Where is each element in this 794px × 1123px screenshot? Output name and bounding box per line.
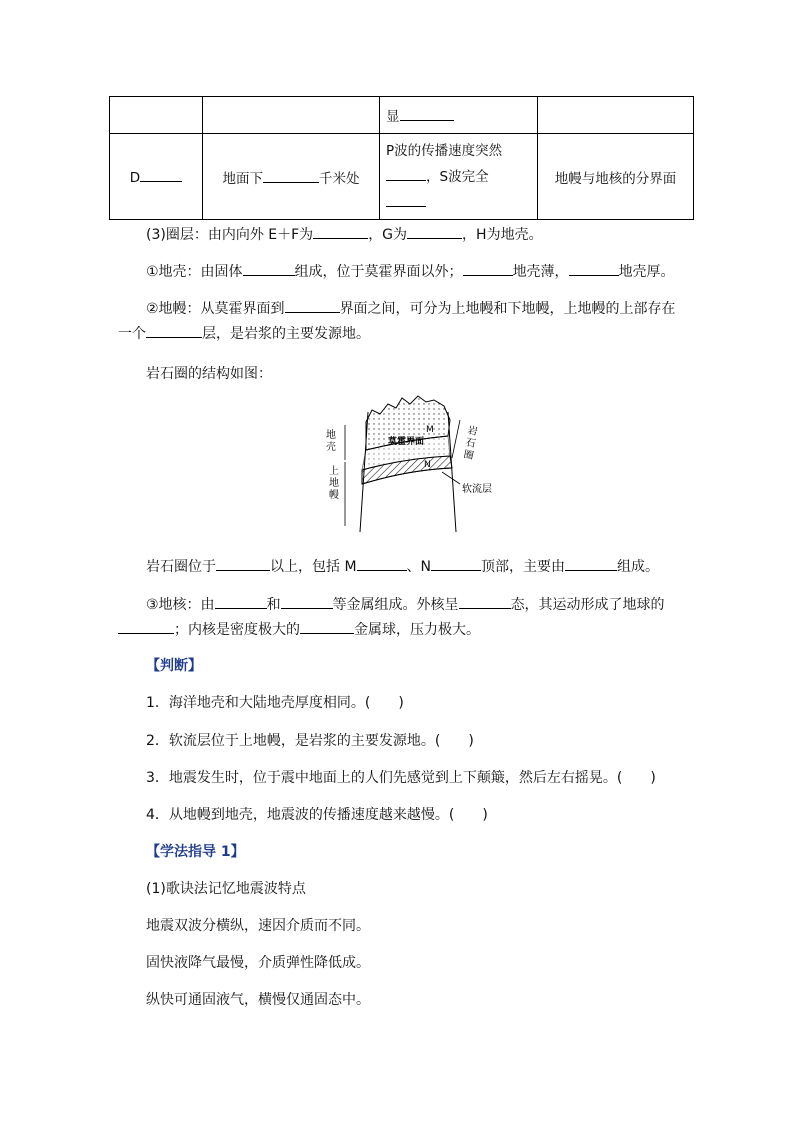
label-m: M [426,425,434,435]
table-cell [538,134,694,220]
text: 组成，位于莫霍界面以外； [294,264,463,280]
answer-blank[interactable] [118,619,174,634]
cell-text: ，S波完全 [426,168,489,185]
judge-item: 1．海洋地壳和大陆地壳厚度相同。( ) [146,695,404,711]
answer-blank[interactable] [140,167,182,182]
text: 等金属组成。外核呈 [332,597,459,613]
core-line-1 [146,594,665,614]
answer-blank[interactable] [281,594,333,609]
table-row [110,97,694,134]
guide-title: 【学法指导 1】 [146,844,245,860]
text: 一个 [118,326,146,342]
answer-blank[interactable] [215,594,267,609]
layers-line [146,224,543,244]
text: 地壳厚。 [618,264,675,280]
answer-blank[interactable] [285,298,340,313]
answer-blank[interactable] [263,168,319,183]
table-cell [380,134,538,220]
table-cell [110,97,203,134]
lithosphere-bracket [452,420,460,458]
svg-text:岩: 岩 [466,425,479,438]
text: 、N [406,559,432,575]
right-wedge-edge [448,412,456,532]
guide-subtitle: (1)歌诀法记忆地震波特点 [146,881,306,897]
table-cell [380,97,538,134]
answer-blank[interactable] [386,192,426,207]
text: 和 [266,597,281,613]
svg-text:石: 石 [464,437,477,450]
judge-item: 3．地震发生时，位于震中地面上的人们先感觉到上下颠簸，然后左右摇晃。( ) [146,770,656,786]
judge-title: 【判断】 [146,658,202,674]
cell-text: D [129,170,141,186]
lithosphere-intro: 岩石圈的结构如图： [146,366,272,382]
cell-text: 地幔与地核的分界面 [554,170,677,187]
text: 以上，包括 M [270,559,357,575]
svg-text:壳: 壳 [326,442,336,453]
text: 地壳薄， [512,264,569,280]
table-cell [538,97,694,134]
text: 组成。 [617,559,660,575]
answer-blank[interactable] [565,556,617,571]
answer-blank[interactable] [216,556,270,571]
svg-text:幔: 幔 [329,490,339,501]
guide-line: 纵快可通固液气，横慢仅通固态中。 [146,992,370,1008]
cell-text: P波的传播速度突然 [386,142,503,159]
answer-blank[interactable] [386,166,426,181]
svg-text:地: 地 [326,430,336,441]
answer-blank[interactable] [146,323,202,338]
text: 顶部，主要由 [481,559,566,575]
text: ②地幔：从莫霍界面到 [146,301,285,317]
label-asthenosphere: 软流层 [462,484,492,495]
answer-blank[interactable] [459,594,511,609]
text: ①地壳：由固体 [146,264,243,280]
judge-item: 2．软流层位于上地幔，是岩浆的主要发源地。( ) [146,733,474,749]
asthenosphere-pointer [442,472,460,484]
text: 界面之间，可分为上地幔和下地幔，上地幔的上部存在 [339,301,676,317]
lithosphere-diagram [322,392,504,537]
cell-text: 千米处 [319,170,360,187]
crust-line [146,261,675,281]
vertical-label-lithosphere [462,423,478,462]
text: ，G为 [368,227,408,243]
answer-blank[interactable] [300,619,354,634]
table-row [110,134,694,220]
cell-text: 显 [386,109,400,125]
text: ③地核：由 [146,597,215,613]
lithosphere-line [146,556,659,576]
table-cell [110,134,203,220]
text: 金属球，压力极大。 [354,622,480,638]
answer-blank[interactable] [431,556,481,571]
svg-text:地: 地 [329,478,339,489]
text: 层，是岩浆的主要发源地。 [202,326,370,342]
judge-item: 4．从地幔到地壳，地震波的传播速度越来越慢。( ) [146,807,488,823]
label-n: N [424,460,431,470]
mantle-line-1 [146,298,676,318]
guide-line: 地震双波分横纵，速因介质而不同。 [146,918,370,934]
text: (3)圈层：由内向外 E＋F为 [146,227,314,243]
seismic-boundary-table [109,96,694,220]
answer-blank[interactable] [313,224,368,239]
vertical-label-upper-mantle [329,464,339,501]
answer-blank[interactable] [243,261,295,276]
label-moho: 莫霍界面 [388,437,425,447]
text: 岩石圈位于 [146,559,216,575]
core-line-2 [118,619,480,639]
text: ，H为地壳。 [462,227,543,243]
guide-line: 固快液降气最慢，介质弹性降低成。 [146,955,370,971]
answer-blank[interactable] [407,224,462,239]
svg-text:圈: 圈 [462,449,475,462]
mantle-line-2 [118,323,370,343]
svg-text:上: 上 [329,466,339,477]
text: ；内核是密度极大的 [174,622,300,638]
cell-text: 地面下 [222,170,263,187]
answer-blank[interactable] [400,106,454,121]
answer-blank[interactable] [463,261,513,276]
answer-blank[interactable] [357,556,407,571]
table-cell [203,134,380,220]
answer-blank[interactable] [569,261,619,276]
text: 态，其运动形成了地球的 [510,597,665,613]
table-cell [203,97,380,134]
vertical-label-crust [326,428,336,453]
